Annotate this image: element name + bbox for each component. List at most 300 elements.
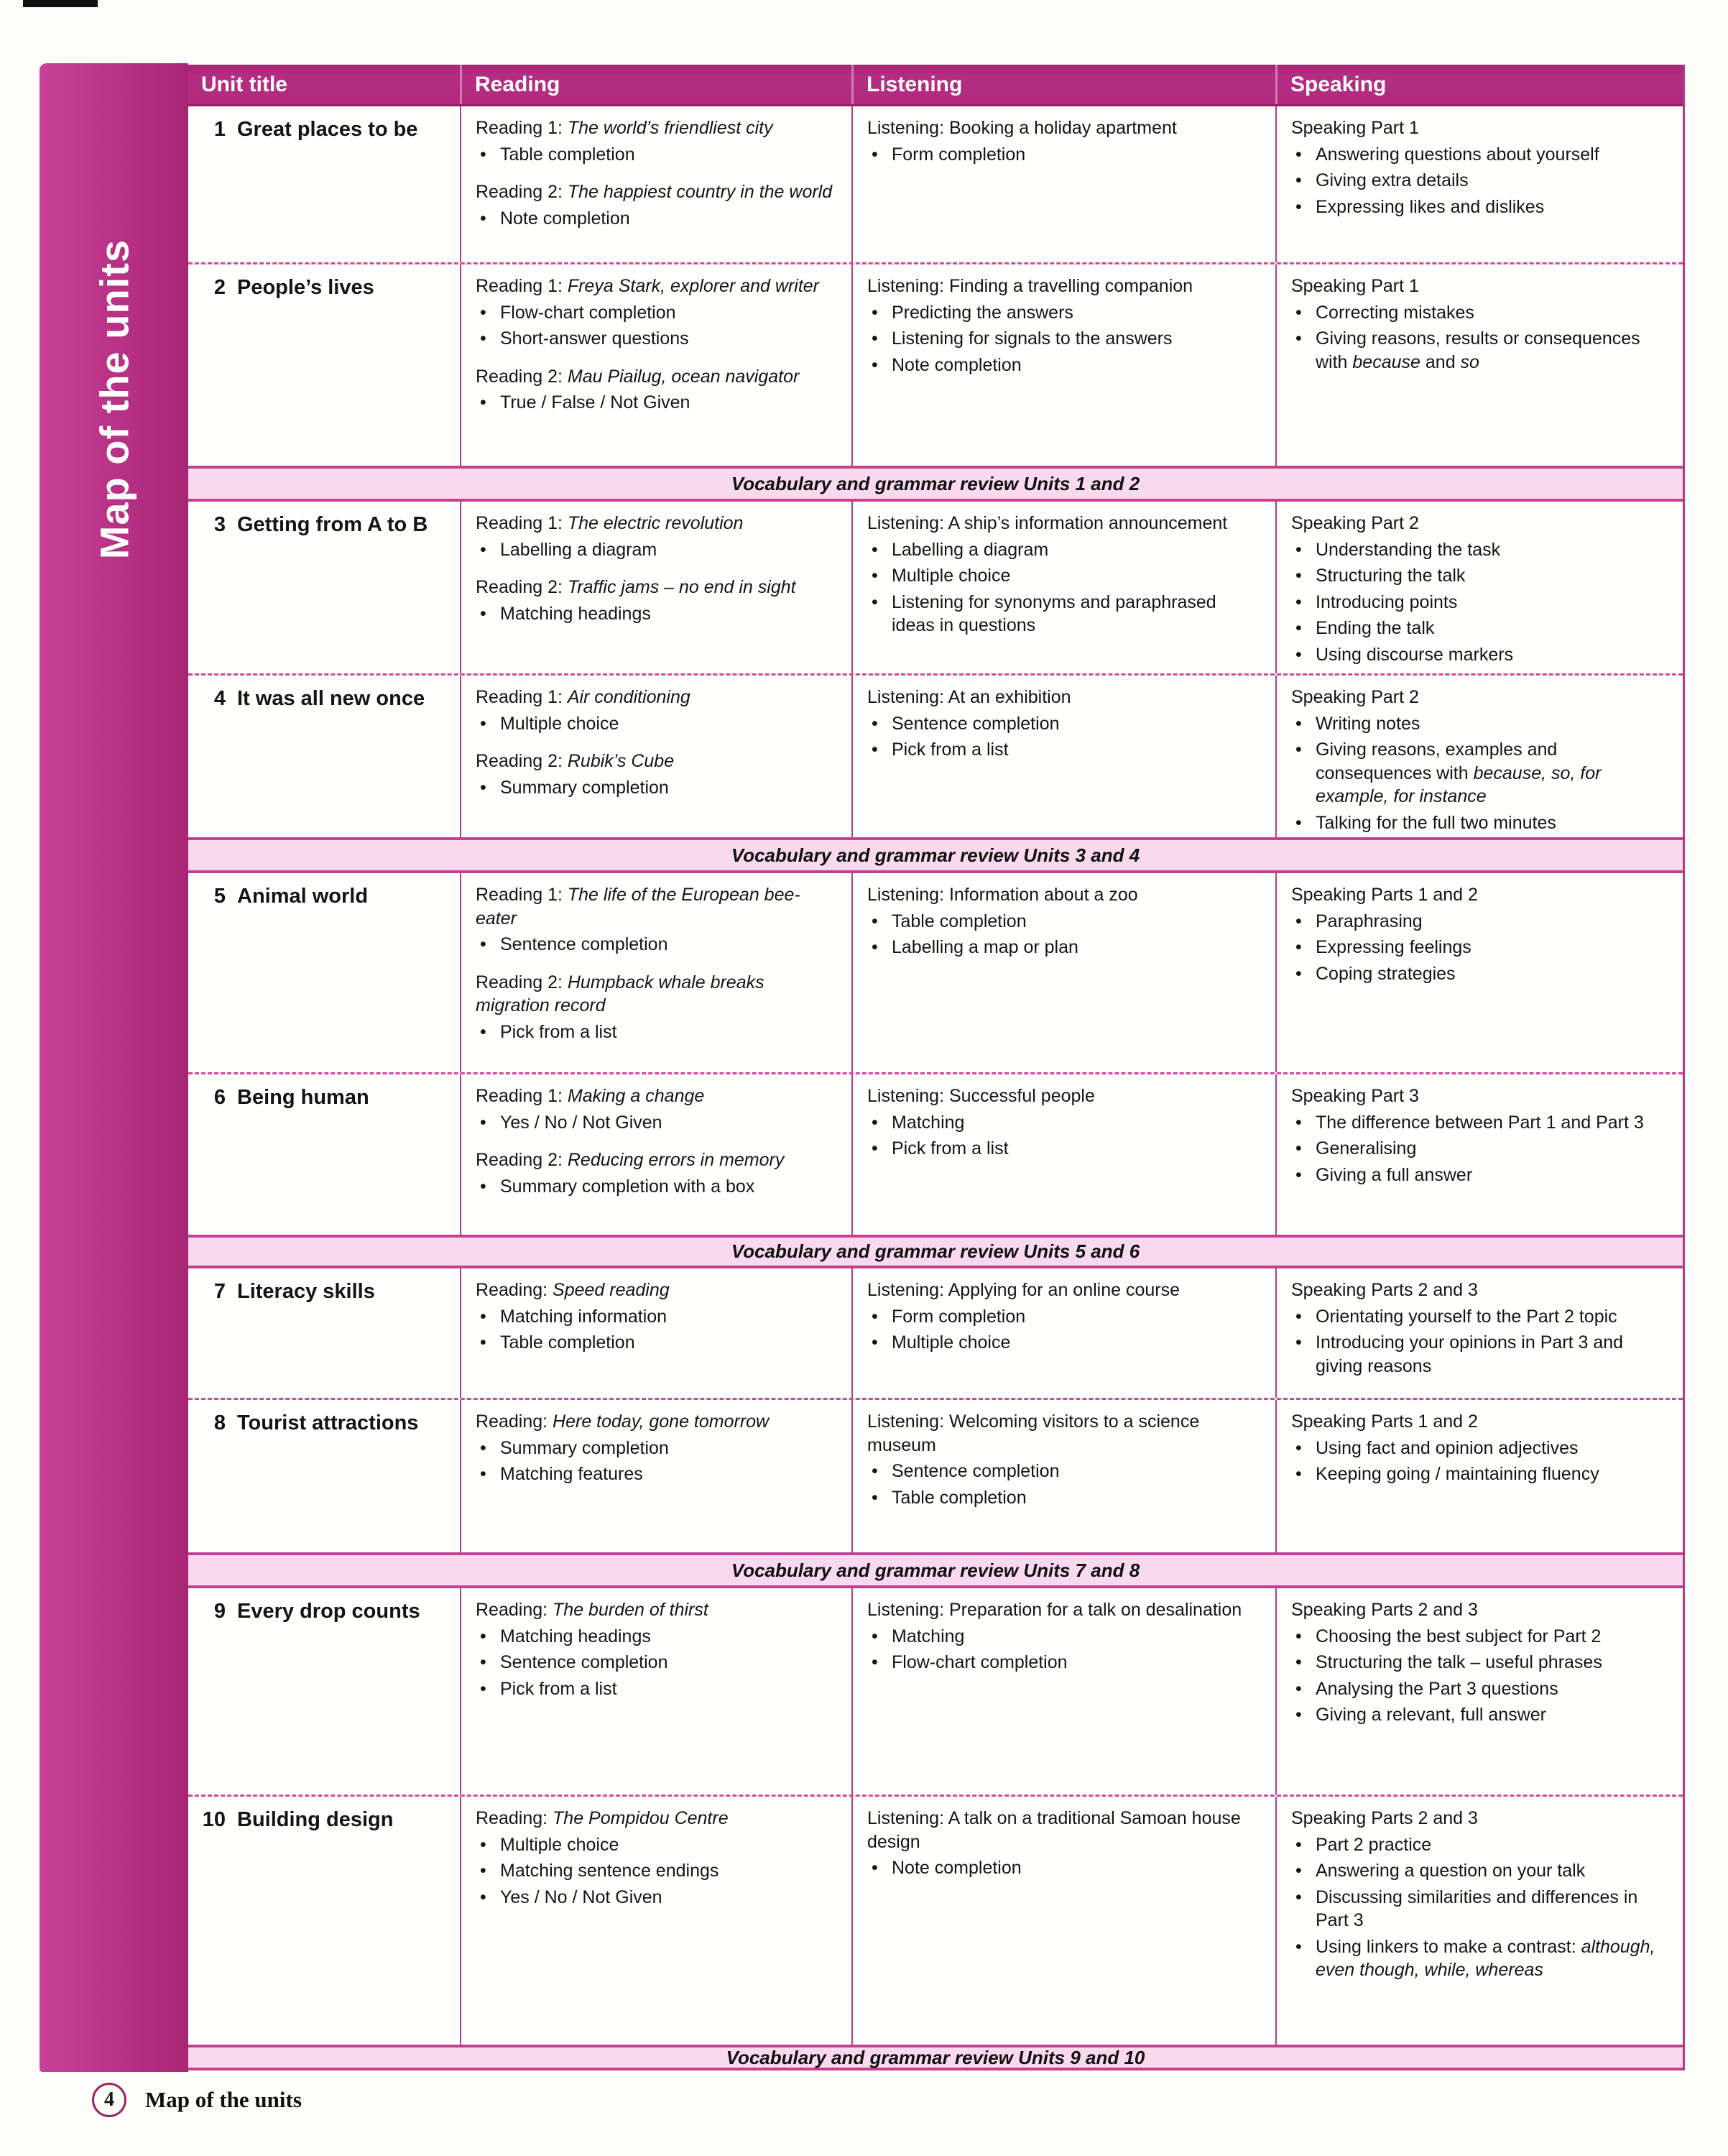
bullet-item [476, 1331, 840, 1355]
text: Listening for signals to the answers [892, 328, 1173, 349]
bullet-item [867, 1460, 1264, 1483]
page-footer [92, 2083, 302, 2117]
bullet-item [1291, 1305, 1673, 1329]
bullet-marker: • [1295, 713, 1302, 734]
italic-text: The Pompidou Centre [553, 1808, 729, 1828]
bullet-text [1316, 591, 1673, 614]
content-block [1291, 116, 1673, 218]
bullet-text [1316, 910, 1673, 934]
bullet-item [476, 933, 840, 957]
text: Expressing feelings [1316, 937, 1471, 957]
lead-line [1291, 116, 1673, 140]
bullet-marker: • [480, 1861, 486, 1881]
text: Expressing likes and dislikes [1316, 196, 1545, 217]
text: Yes / No / Not Given [500, 1886, 662, 1907]
text: Paraphrasing [1316, 911, 1423, 931]
text: Pick from a list [500, 1021, 617, 1042]
text: Matching [892, 1112, 965, 1133]
bullet-text [892, 538, 1264, 562]
page-number-badge: 4 [92, 2083, 126, 2117]
text: Reading 1: [476, 276, 568, 296]
text: Listening: At an exhibition [867, 687, 1071, 707]
content-block [1291, 883, 1673, 985]
lead-line [867, 1084, 1264, 1108]
text: Coping strategies [1316, 963, 1456, 984]
bullet-item [867, 1137, 1264, 1161]
lead-line [476, 116, 840, 140]
bullet-item [867, 143, 1264, 167]
bullet-item [1291, 811, 1673, 835]
bullet-marker: • [1295, 1861, 1302, 1881]
content-block [867, 1279, 1264, 1355]
reading-cell [460, 106, 851, 262]
bullet-item [1291, 1935, 1673, 1982]
bullet-item [1291, 1331, 1673, 1378]
content-block [476, 1148, 840, 1198]
text: Form completion [892, 144, 1026, 165]
bullet-marker: • [480, 1834, 486, 1855]
bullet-text [500, 1462, 840, 1486]
text: Note completion [500, 208, 630, 229]
reading-cell [460, 1400, 851, 1552]
content-block [476, 1807, 840, 1909]
bullet-text [500, 1859, 840, 1883]
bullet-item [1291, 169, 1673, 193]
bullet-item [1291, 1651, 1673, 1674]
text: Ending the talk [1316, 618, 1435, 638]
bullet-text [1316, 143, 1673, 167]
content-block [1291, 1807, 1673, 1982]
bullet-marker: • [1295, 302, 1302, 323]
bullet-marker: • [1295, 328, 1302, 349]
text: Correcting mistakes [1316, 302, 1474, 323]
bullet-item [476, 1677, 840, 1701]
reading-cell [460, 1797, 851, 2045]
lead-line [1291, 686, 1673, 709]
text: Listening: A ship’s information announcement [867, 513, 1228, 533]
bullet-item [476, 1305, 840, 1329]
bullet-item [476, 1175, 840, 1199]
content-block [476, 686, 840, 735]
bullet-marker: • [1295, 740, 1302, 760]
text: Reading 2: [476, 577, 568, 597]
bullet-text [892, 301, 1264, 325]
content-block [476, 116, 840, 166]
bullet-marker: • [1295, 1626, 1302, 1646]
lead-line [476, 1598, 840, 1622]
text: Yes / No / Not Given [500, 1112, 662, 1133]
bullet-text [1316, 811, 1673, 835]
bullet-text [892, 354, 1264, 377]
lead-line [476, 1279, 840, 1302]
text: Structuring the talk [1316, 566, 1466, 586]
bullet-marker: • [872, 1306, 878, 1327]
bullet-item [476, 1625, 840, 1649]
bullet-text [500, 712, 840, 736]
bullet-marker: • [872, 302, 878, 323]
speaking-cell [1275, 1400, 1683, 1552]
text: Listening: Applying for an online course [867, 1280, 1181, 1300]
italic-text: The happiest country in the world [567, 182, 833, 202]
bullet-item [1291, 1137, 1673, 1161]
unit-row [188, 873, 1683, 1074]
unit-row [188, 106, 1683, 264]
bullet-text [1316, 1651, 1673, 1674]
bullet-marker: • [1295, 1112, 1302, 1133]
text: Note completion [892, 1858, 1022, 1878]
bullet-marker: • [1295, 539, 1302, 560]
text: True / False / Not Given [500, 392, 690, 413]
bullet-text [500, 207, 840, 231]
text: Matching [892, 1626, 965, 1646]
unit-title: Animal world [237, 885, 369, 908]
text: Multiple choice [892, 566, 1011, 586]
bullet-text [892, 1111, 1264, 1135]
review-label: Vocabulary and grammar review Units 7 and 8 [731, 1559, 1140, 1581]
review-bar [188, 2045, 1683, 2070]
bullet-item [1291, 538, 1673, 562]
unit-title: Every drop counts [237, 1600, 420, 1623]
bullet-marker: • [1295, 170, 1302, 190]
bullet-item [476, 327, 840, 351]
unit-title: Literacy skills [237, 1280, 375, 1303]
bullet-item [1291, 936, 1673, 959]
content-block [1291, 1410, 1673, 1486]
unit-title: Building design [237, 1808, 394, 1831]
content-block [476, 1410, 840, 1486]
bullet-item [1291, 712, 1673, 736]
bullet-item [476, 143, 840, 167]
bullet-item [867, 327, 1264, 351]
bullet-text [500, 1437, 840, 1460]
text: Reading 2: [476, 1150, 568, 1170]
text: The difference between Part 1 and Part 3 [1316, 1112, 1644, 1133]
bullet-marker: • [1295, 1834, 1302, 1855]
bullet-item [1291, 617, 1673, 640]
bullet-marker: • [480, 1306, 486, 1327]
italic-text: because [1352, 351, 1420, 372]
text: Speaking Parts 1 and 2 [1291, 885, 1478, 905]
lead-line [476, 686, 840, 709]
bullet-text [1316, 1437, 1673, 1460]
table-body [188, 106, 1683, 2070]
text: Structuring the talk – useful phrases [1316, 1652, 1602, 1672]
lead-line [1291, 883, 1673, 907]
text: Speaking Parts 2 and 3 [1291, 1280, 1478, 1300]
bullet-marker: • [480, 1112, 486, 1133]
bullet-marker: • [480, 1626, 486, 1646]
bullet-text [500, 602, 840, 626]
text: Generalising [1316, 1138, 1417, 1158]
content-block [1291, 1084, 1673, 1187]
lead-line [476, 180, 840, 204]
bullet-item [867, 1856, 1264, 1880]
bullet-marker: • [1295, 196, 1302, 217]
text: Sentence completion [892, 1461, 1060, 1481]
bullet-marker: • [872, 740, 878, 760]
text: Flow-chart completion [892, 1652, 1068, 1672]
bullet-marker: • [1295, 937, 1302, 957]
bullet-text [892, 712, 1264, 736]
bullet-marker: • [1295, 644, 1302, 665]
text: Table completion [500, 1332, 635, 1353]
bullet-text [500, 301, 840, 325]
content-block [476, 971, 840, 1044]
bullet-text [1316, 1111, 1673, 1135]
bullet-marker: • [1295, 144, 1302, 165]
text: Reading 1: [476, 513, 568, 533]
speaking-cell [1275, 264, 1683, 466]
bullet-item [476, 1651, 840, 1674]
bullet-marker: • [480, 934, 486, 954]
column-header-unit-title: Unit title [201, 72, 287, 96]
units-table [188, 65, 1685, 2070]
bullet-item [476, 602, 840, 626]
lead-line [476, 1410, 840, 1434]
unit-number: 5 [213, 885, 226, 908]
content-block [476, 1279, 840, 1355]
bullet-marker: • [480, 1176, 486, 1197]
text: Speaking Parts 1 and 2 [1291, 1411, 1478, 1432]
text: Reading 2: [476, 972, 568, 992]
italic-text: The electric revolution [567, 513, 744, 533]
text: Speaking Parts 2 and 3 [1291, 1600, 1478, 1620]
unit-title-cell [188, 1400, 460, 1552]
unit-title-cell [188, 502, 460, 673]
scan-artifact-mark [23, 0, 98, 7]
bullet-marker: • [480, 328, 486, 349]
text: and [1420, 351, 1461, 372]
bullet-text [892, 1460, 1264, 1483]
italic-text: although, even though, while, whereas [1316, 1936, 1655, 1980]
italic-text: Making a change [567, 1086, 705, 1106]
lead-line [867, 1807, 1264, 1853]
content-block [1291, 275, 1673, 374]
bullet-item [1291, 910, 1673, 934]
review-label: Vocabulary and grammar review Units 3 and 4 [731, 844, 1140, 866]
bullet-marker: • [1295, 566, 1302, 586]
bullet-marker: • [1295, 1464, 1302, 1484]
bullet-item [476, 1859, 840, 1883]
content-block [867, 686, 1264, 762]
bullet-marker: • [1295, 1138, 1302, 1158]
bullet-item [1291, 327, 1673, 374]
unit-number: 8 [213, 1411, 226, 1434]
content-block [867, 1410, 1264, 1509]
lead-line [867, 1598, 1264, 1622]
lead-line [1291, 1598, 1673, 1622]
text: Reading 1: [476, 885, 568, 905]
text: Listening: Preparation for a talk on desalination [867, 1600, 1242, 1620]
bullet-text [892, 910, 1264, 934]
bullet-marker: • [1295, 1306, 1302, 1327]
lead-line [1291, 1410, 1673, 1434]
bullet-text [1316, 1833, 1673, 1857]
speaking-cell [1275, 873, 1683, 1072]
bullet-text [892, 1856, 1264, 1880]
text: Matching headings [500, 603, 651, 624]
review-label: Vocabulary and grammar review Units 1 and 2 [731, 472, 1140, 494]
content-block [1291, 1279, 1673, 1378]
content-block [476, 1598, 840, 1700]
text: Multiple choice [892, 1332, 1011, 1353]
text: Speaking Part 1 [1291, 118, 1419, 138]
bullet-marker: • [1295, 911, 1302, 931]
bullet-item [1291, 1886, 1673, 1932]
unit-row [188, 1588, 1683, 1797]
bullet-item [867, 1111, 1264, 1135]
bullet-text [500, 1833, 840, 1857]
bullet-marker: • [480, 392, 486, 413]
lead-line [1291, 1807, 1673, 1830]
review-bar [188, 466, 1683, 502]
bullet-text [1316, 195, 1673, 219]
bullet-marker: • [1295, 1652, 1302, 1672]
text: Part 2 practice [1316, 1834, 1432, 1855]
bullet-item [1291, 1462, 1673, 1486]
content-block [476, 275, 840, 351]
lead-line [476, 512, 840, 535]
content-block [867, 1084, 1264, 1161]
lead-line [476, 576, 840, 599]
bullet-text [500, 538, 840, 562]
bullet-item [1291, 1625, 1673, 1649]
bullet-item [476, 776, 840, 800]
text: Pick from a list [500, 1678, 617, 1699]
text: Matching headings [500, 1626, 651, 1646]
bullet-item [476, 1437, 840, 1460]
bullet-marker: • [872, 539, 878, 560]
unit-title-cell [188, 1797, 460, 2045]
bullet-marker: • [480, 1437, 486, 1458]
reading-cell [460, 1268, 851, 1398]
lead-line [867, 883, 1264, 907]
italic-text: Freya Stark, explorer and writer [567, 276, 819, 296]
bullet-marker: • [1295, 1437, 1302, 1458]
review-bar [188, 1552, 1683, 1588]
text: Introducing points [1316, 591, 1458, 612]
unit-title-cell [188, 676, 460, 837]
bullet-item [867, 936, 1264, 959]
bullet-text [500, 1021, 840, 1044]
text: Form completion [892, 1306, 1026, 1327]
bullet-marker: • [872, 937, 878, 957]
unit-number: 4 [213, 687, 226, 710]
content-block [476, 1084, 840, 1134]
text: Listening: Finding a travelling companion [867, 276, 1193, 296]
text: Answering questions about yourself [1316, 144, 1599, 165]
text: Choosing the best subject for Part 2 [1316, 1626, 1602, 1646]
lead-line [1291, 1279, 1673, 1302]
bullet-text [892, 327, 1264, 351]
review-label: Vocabulary and grammar review Units 5 and 6 [731, 1240, 1140, 1262]
bullet-item [867, 538, 1264, 562]
bullet-item [1291, 564, 1673, 588]
bullet-text [1316, 564, 1673, 588]
text: Sentence completion [500, 1652, 668, 1672]
italic-text: The world’s friendliest city [567, 118, 773, 138]
text: Table completion [892, 911, 1027, 931]
bullet-item [867, 1331, 1264, 1355]
bullet-item [476, 712, 840, 736]
content-block [476, 512, 840, 561]
bullet-item [867, 738, 1264, 762]
text: Reading 2: [476, 182, 568, 202]
lead-line [476, 275, 840, 298]
bullet-item [1291, 962, 1673, 986]
text: Summary completion [500, 777, 669, 798]
unit-title: Tourist attractions [237, 1411, 419, 1434]
bullet-item [1291, 1859, 1673, 1883]
text: Matching sentence endings [500, 1861, 719, 1881]
content-block [867, 1598, 1264, 1674]
speaking-cell [1275, 106, 1683, 262]
bullet-item [1291, 1111, 1673, 1135]
italic-text: Rubik’s Cube [567, 751, 675, 771]
content-block [867, 883, 1264, 959]
text: Speaking Part 2 [1291, 513, 1419, 533]
text: Pick from a list [892, 740, 1009, 760]
text: Reading 1: [476, 687, 568, 707]
unit-title: Great places to be [237, 118, 418, 141]
bullet-text [1316, 1703, 1673, 1727]
bullet-text [1316, 538, 1673, 562]
bullet-item [476, 538, 840, 562]
bullet-marker: • [480, 1652, 486, 1672]
bullet-item [1291, 643, 1673, 667]
bullet-item [476, 1462, 840, 1486]
text: Using fact and opinion adjectives [1316, 1437, 1579, 1458]
text: Giving a full answer [1316, 1164, 1473, 1185]
bullet-marker: • [872, 1332, 878, 1353]
text: Reading 1: [476, 1086, 568, 1106]
bullet-text [1316, 1677, 1673, 1701]
italic-text: Reducing errors in memory [567, 1150, 785, 1170]
text: Reading: [476, 1280, 553, 1300]
text: Reading 2: [476, 751, 568, 771]
bullet-marker: • [480, 777, 486, 798]
bullet-item [1291, 1833, 1673, 1857]
bullet-item [867, 354, 1264, 377]
text: Speaking Parts 2 and 3 [1291, 1808, 1478, 1828]
speaking-cell [1275, 676, 1683, 837]
bullet-marker: • [872, 1112, 878, 1133]
speaking-cell [1275, 1797, 1683, 2045]
text: Predicting the answers [892, 302, 1073, 323]
bullet-text [892, 591, 1264, 637]
bullet-item [476, 1111, 840, 1135]
bullet-text [500, 1111, 840, 1135]
unit-number: 3 [213, 513, 226, 536]
bullet-item [867, 564, 1264, 588]
text: Listening: Information about a zoo [867, 885, 1138, 905]
lead-line [867, 1410, 1264, 1457]
bullet-item [476, 1021, 840, 1044]
bullet-item [867, 301, 1264, 325]
bullet-marker: • [1295, 1332, 1302, 1353]
bullet-marker: • [872, 1652, 878, 1672]
lead-line [867, 116, 1264, 140]
unit-number: 6 [213, 1086, 226, 1109]
text: Matching information [500, 1306, 667, 1327]
bullet-text [1316, 1859, 1673, 1883]
bullet-text [1316, 1462, 1673, 1486]
text: Writing notes [1316, 713, 1420, 734]
text: Listening: A talk on a traditional Samoan house design [867, 1808, 1241, 1852]
unit-title-cell [188, 873, 460, 1072]
unit-row [188, 502, 1683, 676]
bullet-text [892, 143, 1264, 167]
